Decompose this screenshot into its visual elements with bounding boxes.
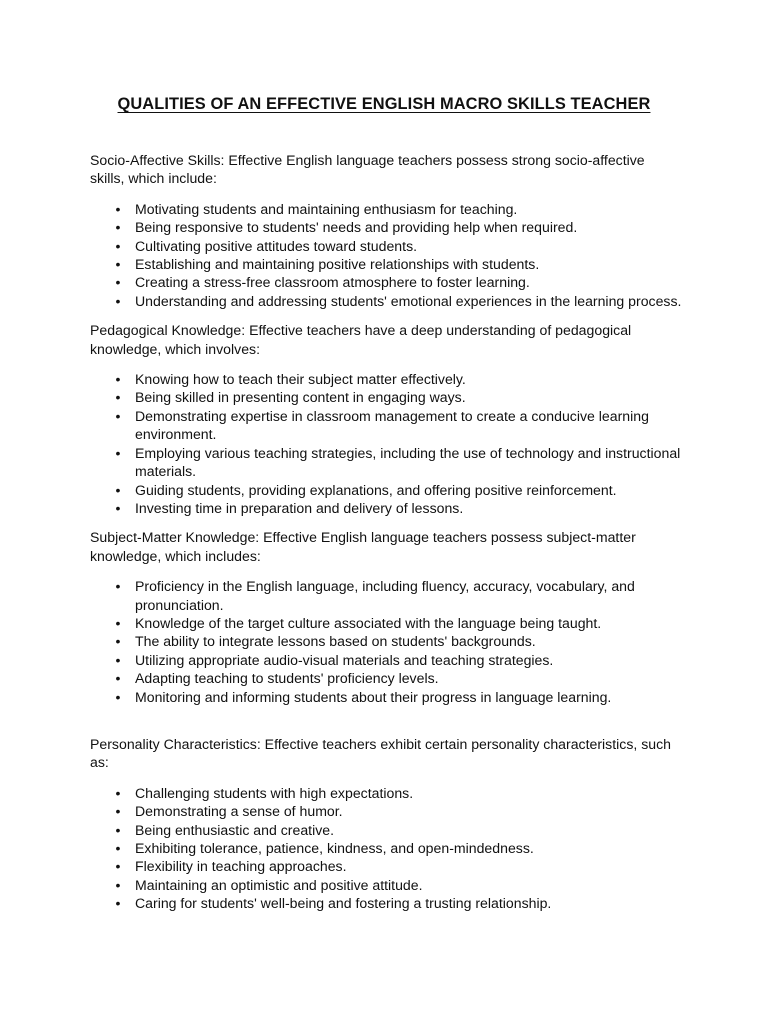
list-item-text: Guiding students, providing explanations, and offering positive reinforcement.: [135, 481, 617, 498]
bullet-icon: •: [115, 895, 121, 912]
list-item-text: Employing various teaching strategies, including the use of technology and instructional materials.: [135, 444, 681, 480]
bullet-icon: •: [115, 578, 121, 595]
bullet-icon: •: [115, 256, 121, 273]
list-item-text: Caring for students' well-being and fostering a trusting relationship.: [135, 895, 552, 912]
bullet-list: [90, 577, 682, 706]
list-item-text: Understanding and addressing students' emotional experiences in the learning process.: [135, 292, 682, 309]
list-item: [90, 273, 682, 291]
bullet-icon: •: [115, 840, 121, 856]
list-item: [90, 821, 682, 839]
list-item: [90, 370, 682, 388]
list-item-text: Being responsive to students' needs and providing help when required.: [135, 219, 578, 236]
bullet-icon: •: [115, 274, 121, 291]
list-item: [90, 894, 682, 912]
list-item-text: Creating a stress-free classroom atmosphere to foster learning.: [135, 274, 530, 291]
list-item-text: Flexibility in teaching approaches.: [135, 858, 347, 875]
list-item: [90, 481, 682, 499]
bullet-icon: •: [115, 688, 121, 705]
section-intro: Socio-Affective Skills: Effective English language teachers possess strong socio-affective skills, which include:: [90, 152, 645, 187]
list-item: [90, 802, 682, 820]
bullet-list: [90, 370, 682, 517]
list-item: [90, 669, 682, 687]
bullet-list: [90, 200, 682, 310]
list-item-text: Challenging students with high expectations.: [135, 784, 414, 801]
list-item-text: The ability to integrate lessons based on students' backgrounds.: [135, 633, 536, 650]
section-personality-characteristics: [90, 735, 682, 913]
section-pedagogical-knowledge: [90, 321, 682, 517]
list-item: [90, 499, 682, 517]
list-item-text: Demonstrating a sense of humor.: [135, 803, 343, 820]
list-item-text: Knowing how to teach their subject matter effectively.: [135, 371, 466, 388]
list-item-text: Maintaining an optimistic and positive attitude.: [135, 876, 423, 893]
list-item: [90, 388, 682, 406]
list-item: [90, 632, 682, 650]
list-item-text: Proficiency in the English language, including fluency, accuracy, vocabulary, and pronunciation.: [135, 578, 635, 613]
bullet-icon: •: [115, 389, 121, 406]
list-item-text: Establishing and maintaining positive relationships with students.: [135, 256, 540, 273]
bullet-icon: •: [115, 407, 121, 424]
bullet-icon: •: [115, 481, 121, 498]
document-body: [90, 151, 682, 913]
list-item: [90, 688, 682, 706]
list-item-text: Cultivating positive attitudes toward students.: [135, 237, 418, 254]
list-item: [90, 857, 682, 875]
section-intro: Subject-Matter Knowledge: Effective English language teachers possess subject-matter knowledge, which includes:: [90, 529, 636, 564]
bullet-icon: •: [115, 858, 121, 875]
bullet-icon: •: [115, 200, 121, 217]
list-item: [90, 200, 682, 218]
section-intro: Personality Characteristics: Effective teachers exhibit certain personality characteristics, such as:: [90, 735, 671, 771]
list-item: [90, 407, 682, 444]
list-item: [90, 255, 682, 273]
list-item-text: Adapting teaching to students' proficiency levels.: [135, 670, 439, 687]
bullet-icon: •: [115, 292, 121, 309]
bullet-list: [90, 784, 682, 913]
list-item-text: Utilizing appropriate audio-visual materials and teaching strategies.: [135, 651, 554, 668]
bullet-icon: •: [115, 444, 121, 461]
list-item-text: Being enthusiastic and creative.: [135, 821, 334, 838]
bullet-icon: •: [115, 499, 121, 516]
section-intro: Pedagogical Knowledge: Effective teachers have a deep understanding of pedagogical knowledge, which involves:: [90, 322, 632, 357]
bullet-icon: •: [115, 876, 121, 893]
list-item: [90, 237, 682, 255]
list-item-text: Exhibiting tolerance, patience, kindness, and open-mindedness.: [135, 840, 534, 856]
bullet-icon: •: [115, 614, 121, 631]
bullet-icon: •: [115, 803, 121, 820]
bullet-icon: •: [115, 784, 121, 801]
list-item: [90, 614, 682, 632]
bullet-icon: •: [115, 670, 121, 687]
bullet-icon: •: [115, 371, 121, 388]
list-item: [90, 577, 682, 614]
list-item: [90, 784, 682, 802]
document-title: QUALITIES OF AN EFFECTIVE ENGLISH MACRO SKILLS TEACHER: [117, 95, 651, 113]
list-item-text: Being skilled in presenting content in engaging ways.: [135, 389, 466, 406]
list-item: [90, 292, 682, 310]
list-item: [90, 444, 682, 481]
bullet-icon: •: [115, 651, 121, 668]
bullet-icon: •: [115, 237, 121, 254]
list-item-text: Demonstrating expertise in classroom management to create a conducive learning environment.: [135, 407, 649, 443]
list-item-text: Monitoring and informing students about their progress in language learning.: [135, 688, 612, 705]
section-socio-affective-skills: [90, 151, 682, 310]
list-item: [90, 839, 682, 857]
bullet-icon: •: [115, 821, 121, 838]
list-item-text: Knowledge of the target culture associated with the language being taught.: [135, 614, 602, 631]
list-item: [90, 218, 682, 236]
list-item: [90, 651, 682, 669]
bullet-icon: •: [115, 219, 121, 236]
section-subject-matter-knowledge: [90, 528, 682, 706]
list-item-text: Investing time in preparation and delivery of lessons.: [135, 499, 464, 516]
list-item: [90, 876, 682, 894]
bullet-icon: •: [115, 633, 121, 650]
list-item-text: Motivating students and maintaining enthusiasm for teaching.: [135, 200, 518, 217]
